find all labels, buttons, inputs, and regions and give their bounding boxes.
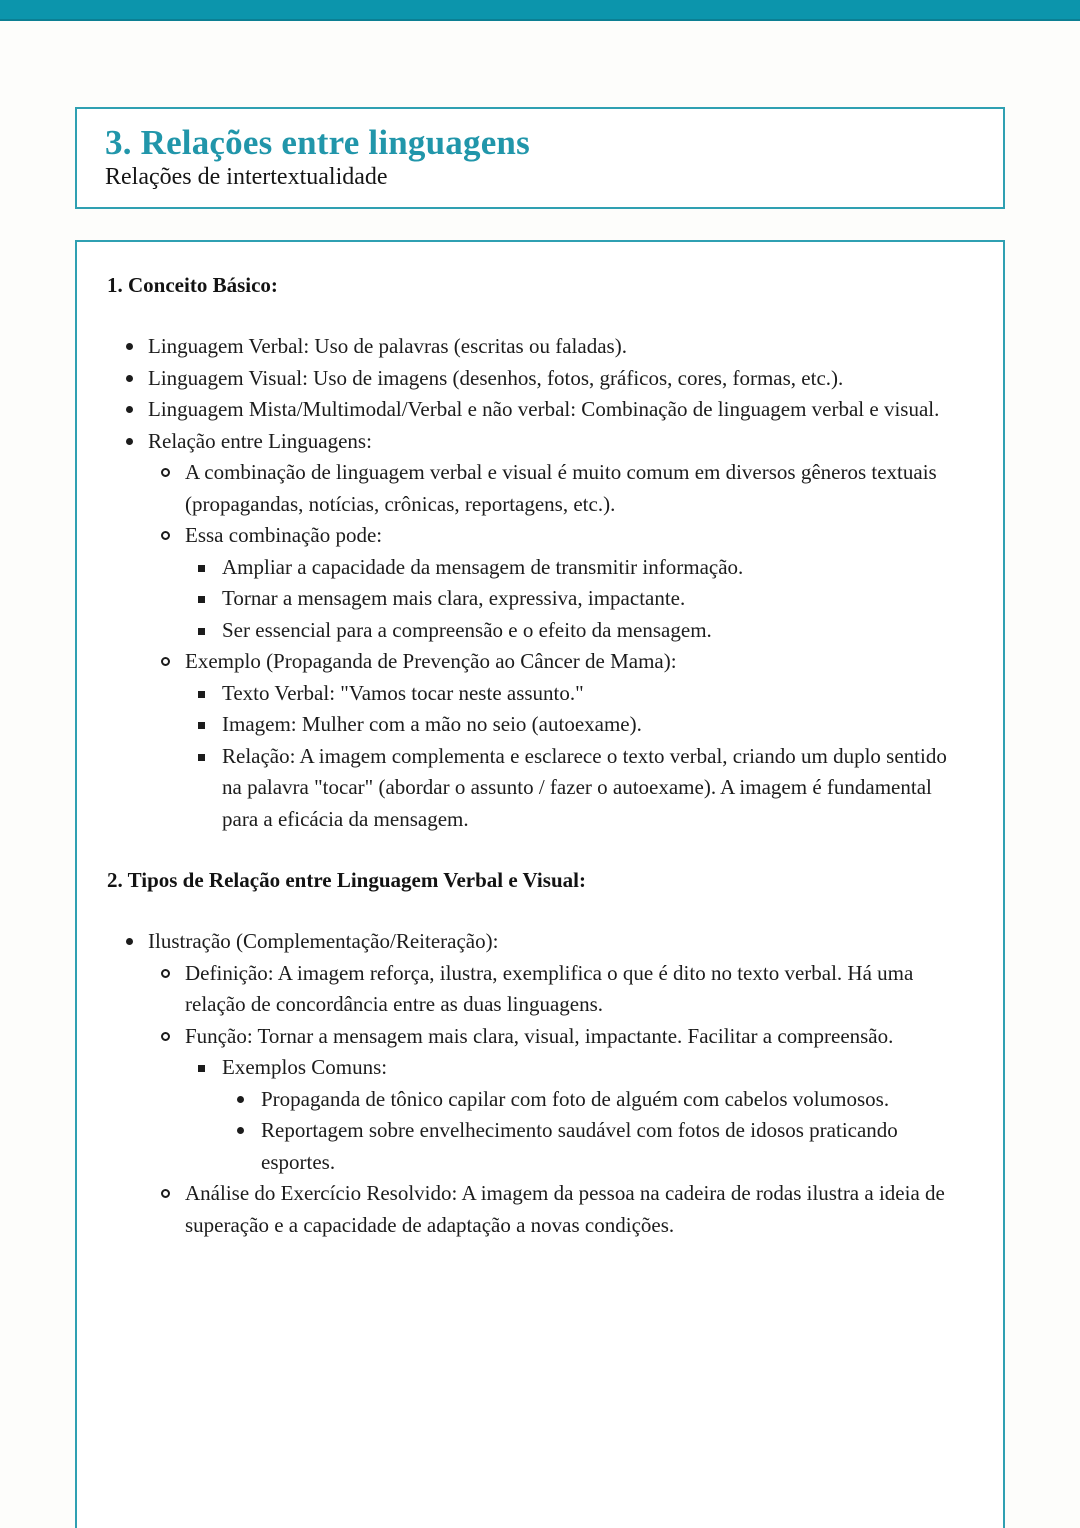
list-item-text: Relação: A imagem complementa e esclarece o texto verbal, criando um duplo sentido na palavra "tocar" (abordar o assunto / fazer o autoexame). A imagem é fundamental para a eficácia da mensagem.	[222, 743, 947, 831]
bullet-circle-icon	[161, 468, 170, 477]
bullet-square-icon	[198, 596, 205, 603]
list-item-text: Linguagem Mista/Multimodal/Verbal e não verbal: Combinação de linguagem verbal e visual.	[148, 397, 940, 421]
section-heading-1: 1. Conceito Básico:	[107, 273, 278, 297]
list-item-text: Análise do Exercício Resolvido: A imagem da pessoa na cadeira de rodas ilustra a ideia de superação e a capacidade de adaptação a novas condições.	[185, 1181, 945, 1237]
bullet-disc-icon	[126, 343, 133, 350]
bullet-disc-icon	[237, 1127, 244, 1134]
list-item	[107, 426, 955, 458]
list-item-text: Definição: A imagem reforça, ilustra, exemplifica o que é dito no texto verbal. Há uma relação de concordância entre as duas linguagens.	[185, 960, 914, 1016]
bullet-circle-icon	[161, 657, 170, 666]
list-item	[107, 741, 955, 836]
list-item	[107, 1178, 955, 1241]
list-item	[107, 958, 955, 1021]
bullet-disc-icon	[126, 938, 133, 945]
list-item	[107, 552, 955, 584]
list-item-text: Propaganda de tônico capilar com foto de alguém com cabelos volumosos.	[261, 1086, 890, 1111]
section-heading-2: 2. Tipos de Relação entre Linguagem Verbal e Visual:	[107, 868, 586, 892]
list-item	[107, 678, 955, 710]
bullet-circle-icon	[161, 969, 170, 978]
bullet-square-icon	[198, 722, 205, 729]
bullet-square-icon	[198, 691, 205, 698]
bullet-square-icon	[198, 1065, 205, 1072]
list-item	[107, 1021, 955, 1053]
list-item	[107, 1052, 955, 1084]
list-item	[107, 457, 955, 520]
content-box	[75, 240, 1005, 1528]
bullet-disc-icon	[126, 438, 133, 445]
list-item	[107, 363, 955, 395]
bullet-disc-icon	[237, 1096, 244, 1103]
list-item-text: Ampliar a capacidade da mensagem de transmitir informação.	[222, 554, 744, 579]
bullet-square-icon	[198, 565, 205, 572]
title-box	[75, 107, 1005, 209]
list-item	[107, 1084, 955, 1116]
list-item	[107, 709, 955, 741]
list-item-text: Exemplo (Propaganda de Prevenção ao Câncer de Mama):	[185, 649, 677, 673]
list-item-text: Função: Tornar a mensagem mais clara, visual, impactante. Facilitar a compreensão.	[185, 1023, 894, 1048]
bullet-circle-icon	[161, 1032, 170, 1041]
list-item-text: Tornar a mensagem mais clara, expressiva, impactante.	[222, 586, 686, 610]
list-item	[107, 615, 955, 647]
bullet-disc-icon	[126, 406, 133, 413]
bullet-disc-icon	[126, 375, 133, 382]
list-item	[107, 583, 955, 615]
page-title: 3. Relações entre linguagens	[105, 123, 530, 162]
list-item-text: A combinação de linguagem verbal e visual é muito comum em diversos gêneros textuais (propagandas, notícias, crônicas, reportagens, etc.).	[185, 460, 937, 516]
bullet-circle-icon	[161, 531, 170, 540]
list-item	[107, 331, 955, 363]
list-item-text: Ser essencial para a compreensão e o efeito da mensagem.	[222, 617, 712, 642]
list-item	[107, 394, 955, 426]
list-item-text: Reportagem sobre envelhecimento saudável com fotos de idosos praticando esportes.	[261, 1118, 898, 1174]
page-subtitle: Relações de intertextualidade	[105, 164, 388, 190]
list-item-text: Texto Verbal: "Vamos tocar neste assunto."	[222, 680, 584, 705]
list-item-text: Essa combinação pode:	[185, 523, 383, 547]
list-item-text: Linguagem Visual: Uso de imagens (desenhos, fotos, gráficos, cores, formas, etc.).	[148, 365, 844, 390]
list-item	[107, 520, 955, 552]
bullet-square-icon	[198, 754, 205, 761]
list-item-text: Ilustração (Complementação/Reiteração):	[148, 929, 499, 953]
list-item-text: Exemplos Comuns:	[222, 1055, 388, 1079]
list-item	[107, 1115, 955, 1178]
list-item-text: Linguagem Verbal: Uso de palavras (escritas ou faladas).	[148, 334, 627, 358]
list-item	[107, 926, 955, 958]
page-top-accent-bar	[0, 0, 1080, 21]
list-item	[107, 646, 955, 678]
bullet-circle-icon	[161, 1189, 170, 1198]
list-item-text: Relação entre Linguagens:	[148, 428, 372, 453]
bullet-square-icon	[198, 628, 205, 635]
list-item-text: Imagem: Mulher com a mão no seio (autoexame).	[222, 712, 642, 736]
